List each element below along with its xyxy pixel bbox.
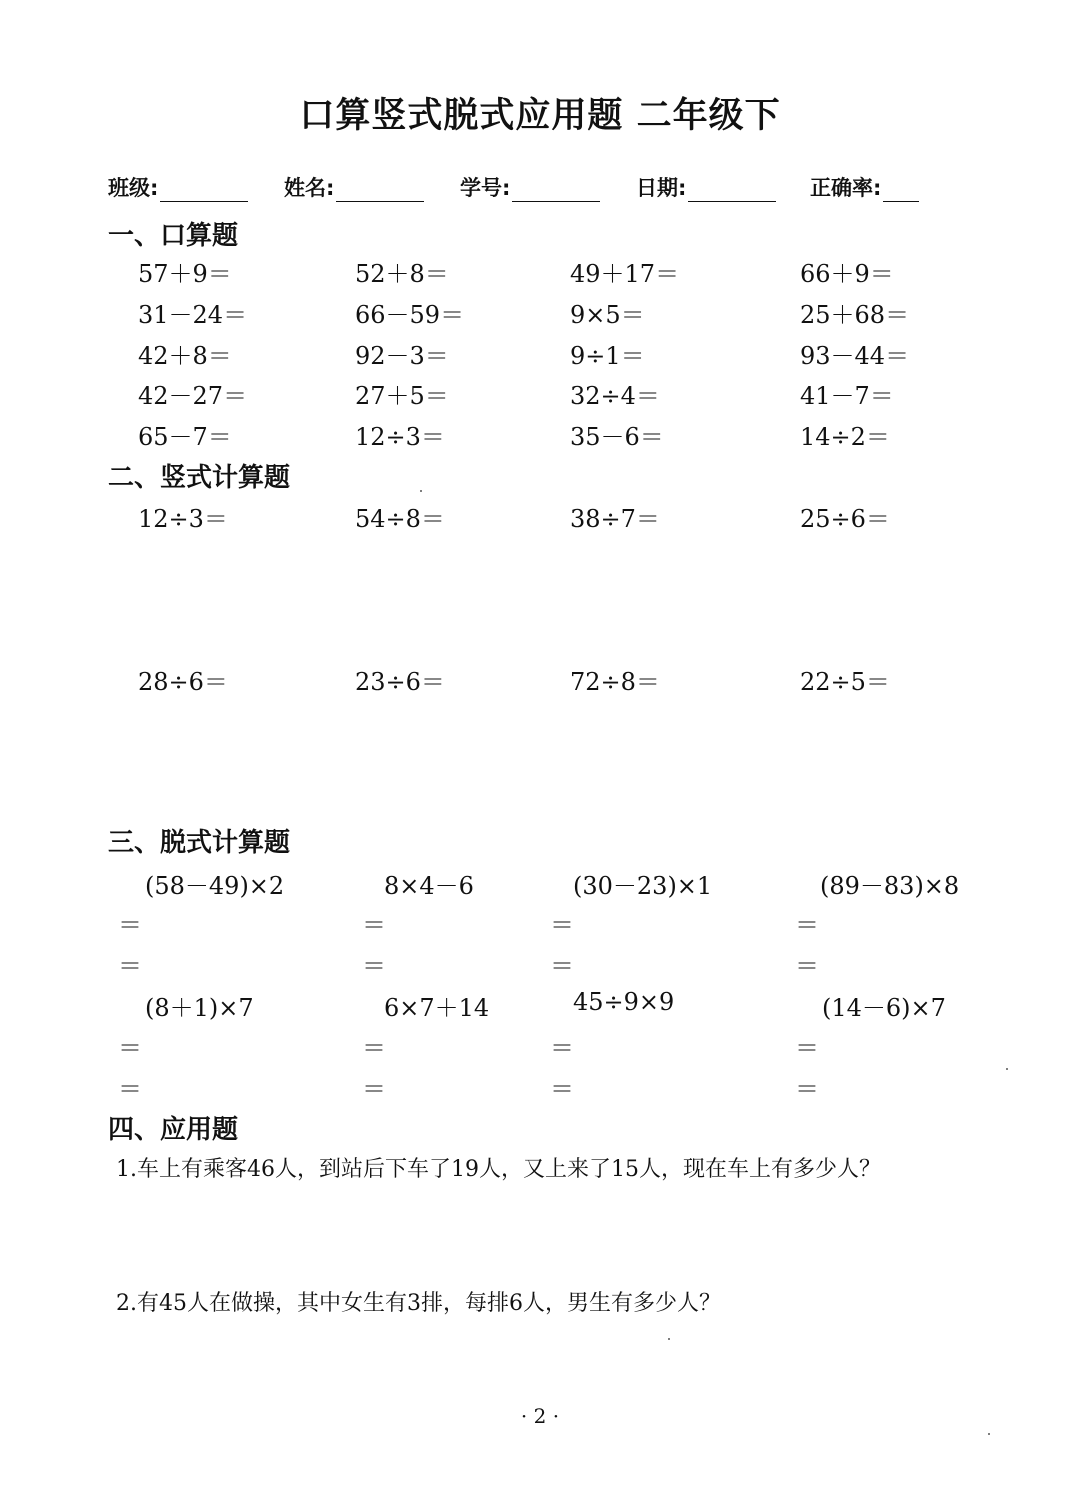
equals-sign: ＝ bbox=[795, 911, 819, 939]
student-number-label: 学号: bbox=[460, 176, 511, 200]
stepwise-problem: 45÷9×9 bbox=[573, 988, 675, 1016]
vertical-problem: 54÷8＝ bbox=[355, 505, 445, 533]
section-stepwise-heading: 三、脱式计算题 bbox=[108, 828, 291, 858]
equals-sign: ＝ bbox=[362, 1075, 386, 1103]
equals-sign: ＝ bbox=[795, 1034, 819, 1062]
vertical-problem: 28÷6＝ bbox=[138, 668, 228, 696]
oral-problem: 66＋9＝ bbox=[800, 260, 894, 288]
oral-problem: 27＋5＝ bbox=[355, 382, 449, 410]
date-field bbox=[636, 172, 776, 202]
oral-problem: 57＋9＝ bbox=[138, 260, 232, 288]
oral-problem: 65－7＝ bbox=[138, 423, 232, 451]
accuracy-blank[interactable] bbox=[883, 177, 919, 202]
equals-sign: ＝ bbox=[550, 911, 574, 939]
equals-sign: ＝ bbox=[550, 1075, 574, 1103]
date-blank[interactable] bbox=[688, 177, 776, 202]
oral-problem: 42－27＝ bbox=[138, 382, 248, 410]
class-blank[interactable] bbox=[160, 177, 248, 202]
oral-problem: 93－44＝ bbox=[800, 342, 910, 370]
oral-problem: 12÷3＝ bbox=[355, 423, 445, 451]
oral-problem: 31－24＝ bbox=[138, 301, 248, 329]
page-number: · 2 · bbox=[520, 1404, 560, 1428]
name-field bbox=[284, 172, 424, 202]
student-info-row bbox=[0, 172, 1080, 206]
accuracy-field bbox=[810, 172, 919, 202]
section-vertical-heading: 二、竖式计算题 bbox=[108, 463, 291, 493]
date-label: 日期: bbox=[636, 176, 687, 200]
oral-problem: 41－7＝ bbox=[800, 382, 894, 410]
scan-speck bbox=[668, 1338, 670, 1340]
stepwise-problem: (30－23)×1 bbox=[573, 872, 713, 900]
scan-speck bbox=[1006, 1068, 1008, 1070]
stepwise-problem: (14－6)×7 bbox=[822, 994, 946, 1022]
stepwise-problem: (8＋1)×7 bbox=[145, 994, 254, 1022]
oral-problem: 14÷2＝ bbox=[800, 423, 890, 451]
oral-problem: 35－6＝ bbox=[570, 423, 664, 451]
oral-problem: 42＋8＝ bbox=[138, 342, 232, 370]
equals-sign: ＝ bbox=[118, 952, 142, 980]
oral-problem: 66－59＝ bbox=[355, 301, 465, 329]
scan-speck bbox=[988, 1433, 990, 1435]
vertical-problem: 72÷8＝ bbox=[570, 668, 660, 696]
vertical-problem: 38÷7＝ bbox=[570, 505, 660, 533]
stepwise-problem: (58－49)×2 bbox=[145, 872, 285, 900]
page-title: 口算竖式脱式应用题 二年级下 bbox=[299, 96, 781, 136]
equals-sign: ＝ bbox=[118, 1034, 142, 1062]
equals-sign: ＝ bbox=[795, 952, 819, 980]
name-label: 姓名: bbox=[284, 176, 335, 200]
name-blank[interactable] bbox=[336, 177, 424, 202]
oral-problem: 49＋17＝ bbox=[570, 260, 680, 288]
stepwise-problem: 8×4－6 bbox=[384, 872, 474, 900]
student-number-blank[interactable] bbox=[512, 177, 600, 202]
vertical-problem: 12÷3＝ bbox=[138, 505, 228, 533]
stepwise-problem: (89－83)×8 bbox=[820, 872, 960, 900]
accuracy-label: 正确率: bbox=[810, 176, 882, 200]
stepwise-problem: 6×7＋14 bbox=[384, 994, 490, 1022]
equals-sign: ＝ bbox=[795, 1075, 819, 1103]
vertical-problem: 22÷5＝ bbox=[800, 668, 890, 696]
word-problem-2: 2.有45人在做操，其中女生有3排，每排6人，男生有多少人？ bbox=[116, 1291, 721, 1316]
oral-problem: 92－3＝ bbox=[355, 342, 449, 370]
word-problem-1: 1.车上有乘客46人，到站后下车了19人，又上来了15人，现在车上有多少人？ bbox=[116, 1157, 881, 1182]
vertical-problem: 25÷6＝ bbox=[800, 505, 890, 533]
class-field bbox=[108, 172, 248, 202]
oral-problem: 9÷1＝ bbox=[570, 342, 645, 370]
oral-problem: 9×5＝ bbox=[570, 301, 645, 329]
oral-problem: 25＋68＝ bbox=[800, 301, 910, 329]
equals-sign: ＝ bbox=[550, 1034, 574, 1062]
section-oral-heading: 一、口算题 bbox=[108, 221, 239, 251]
scan-speck bbox=[420, 490, 422, 492]
section-word-problems-heading: 四、应用题 bbox=[108, 1115, 239, 1145]
equals-sign: ＝ bbox=[362, 952, 386, 980]
equals-sign: ＝ bbox=[118, 1075, 142, 1103]
oral-problem: 52＋8＝ bbox=[355, 260, 449, 288]
equals-sign: ＝ bbox=[362, 911, 386, 939]
student-number-field bbox=[460, 172, 600, 202]
equals-sign: ＝ bbox=[118, 911, 142, 939]
class-label: 班级: bbox=[108, 176, 159, 200]
equals-sign: ＝ bbox=[362, 1034, 386, 1062]
oral-problem: 32÷4＝ bbox=[570, 382, 660, 410]
equals-sign: ＝ bbox=[550, 952, 574, 980]
vertical-problem: 23÷6＝ bbox=[355, 668, 445, 696]
